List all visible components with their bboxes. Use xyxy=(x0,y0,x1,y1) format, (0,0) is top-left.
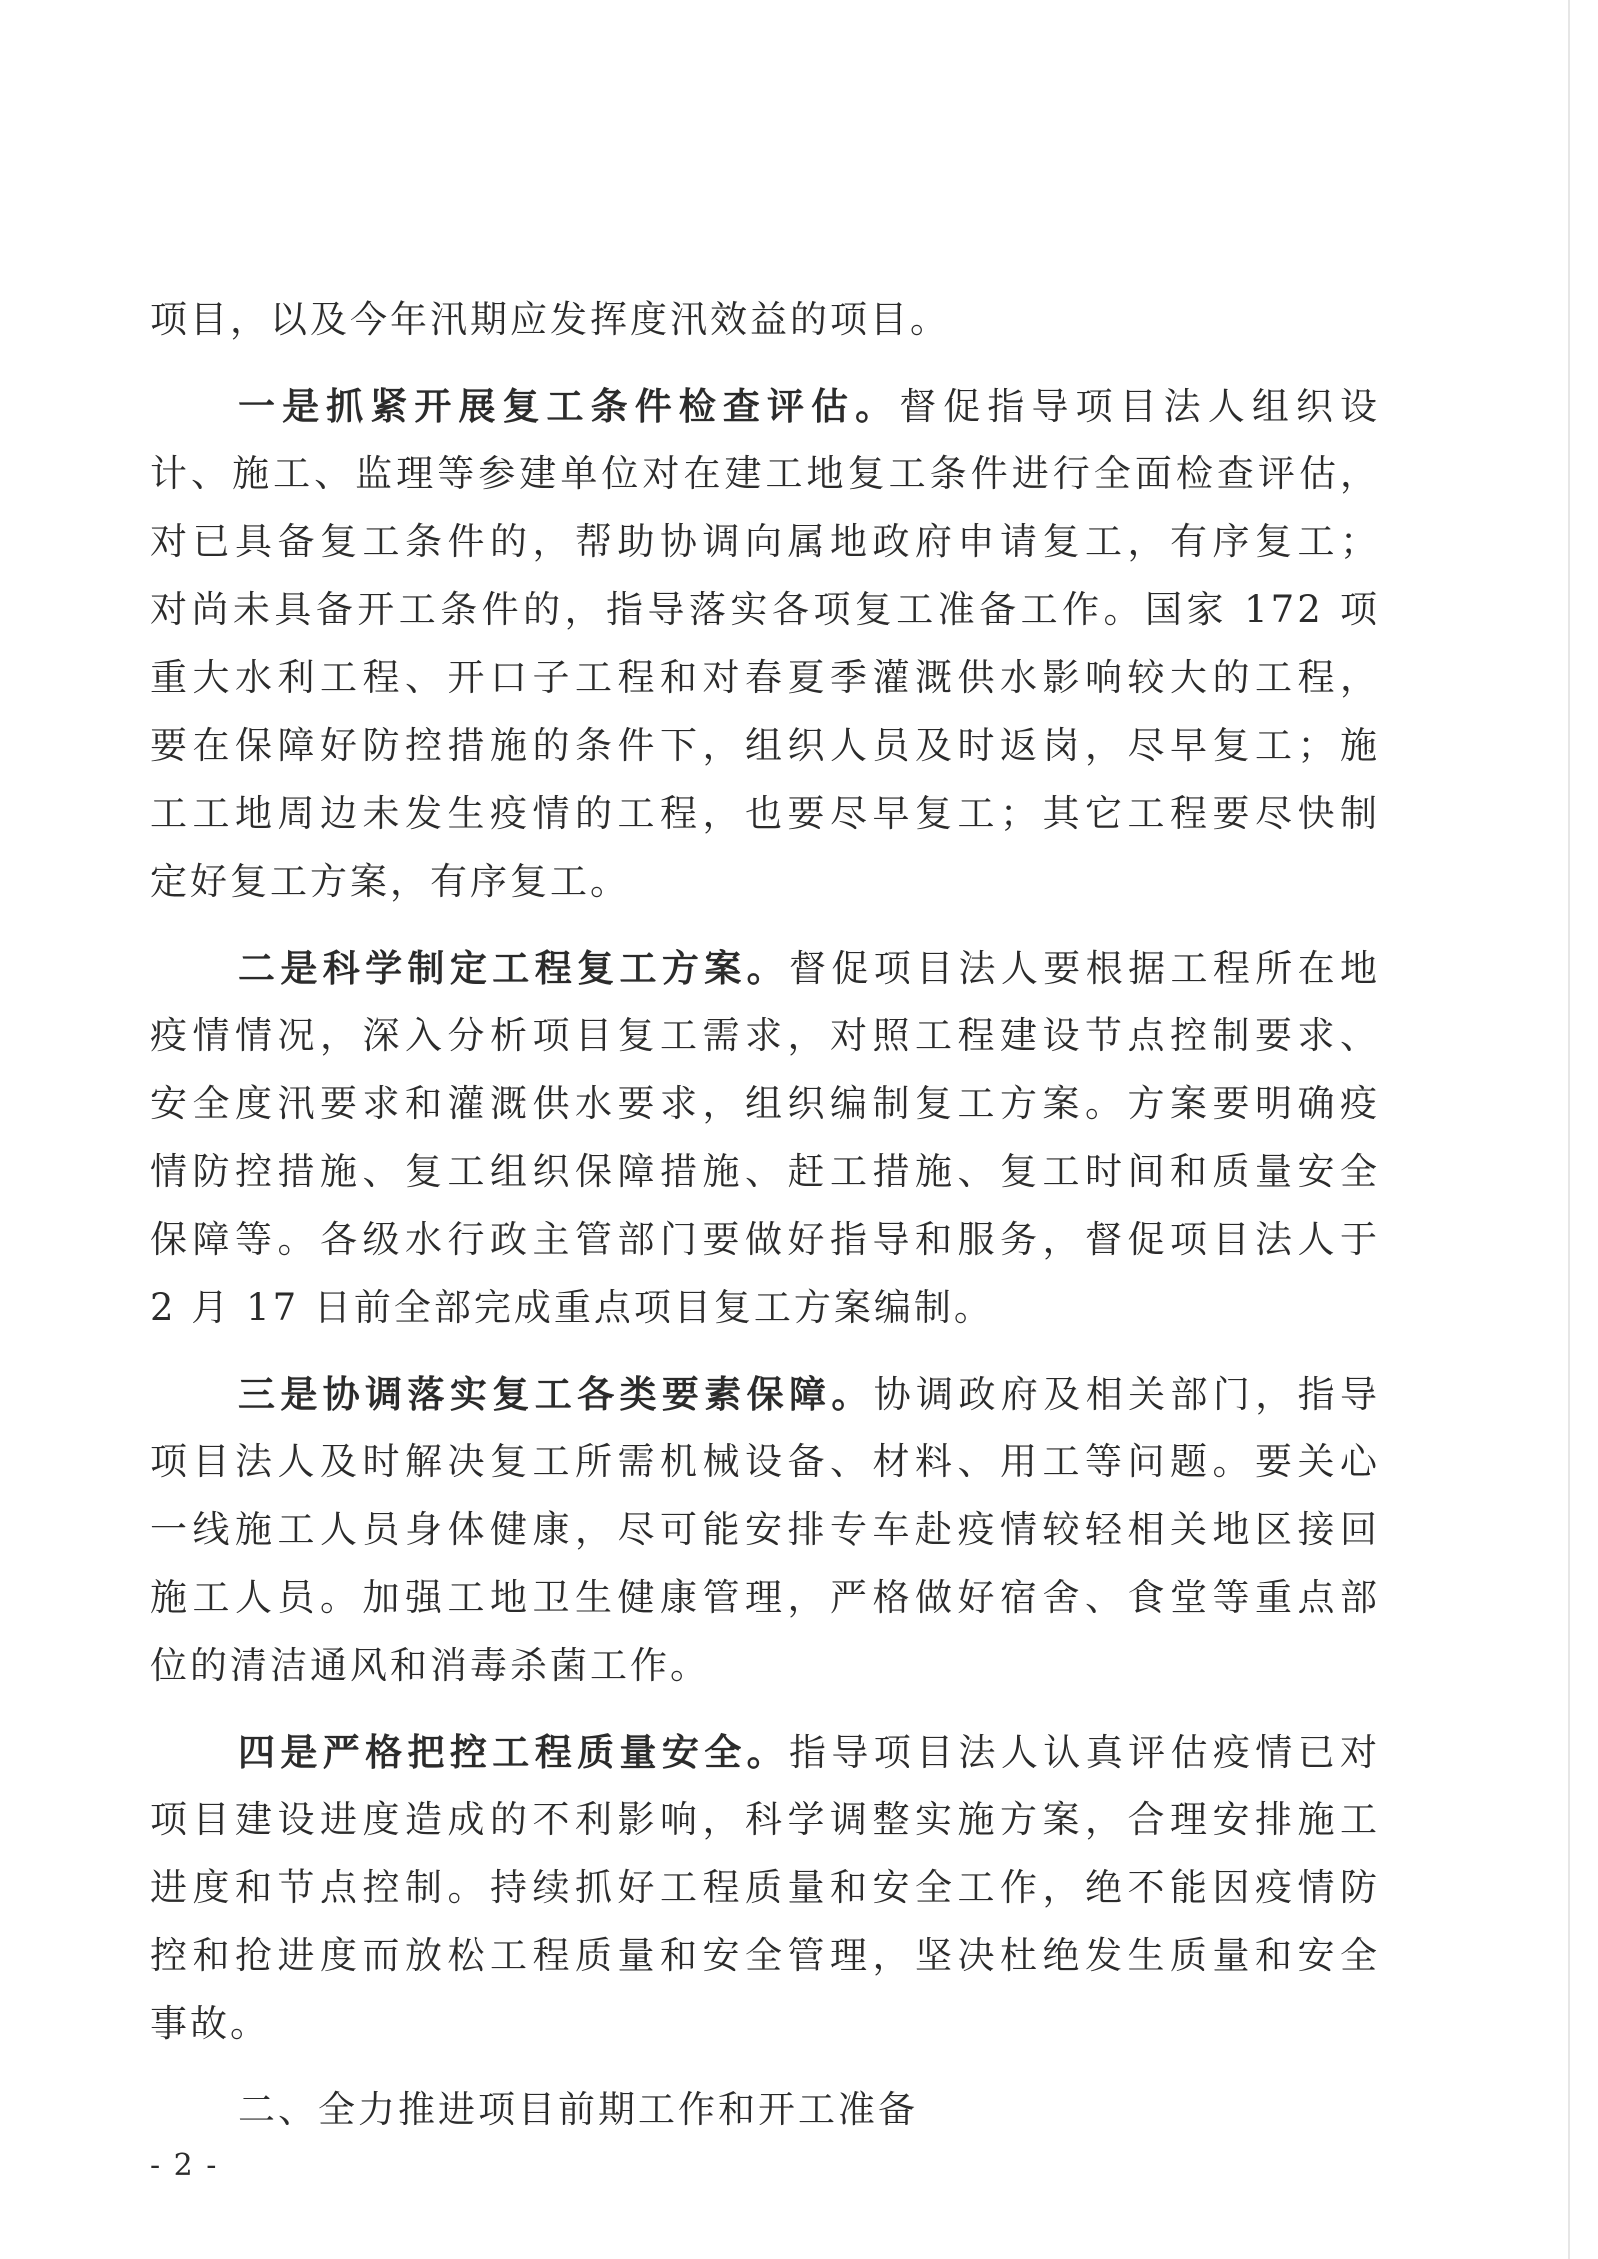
spacer xyxy=(150,2058,1380,2076)
paragraph-1-line: 工工地周边未发生疫情的工程，也要尽早复工；其它工程要尽快制 xyxy=(150,792,1380,835)
paragraph-4-first-line xyxy=(150,1718,1380,1786)
paragraph-4-last-line: 事故。 xyxy=(150,2002,270,2045)
spacer xyxy=(150,916,1380,934)
paragraph-4-line: 进度和节点控制。持续抓好工程质量和安全工作，绝不能因疫情防 xyxy=(150,1866,1380,1909)
paragraph-1-last-line: 定好复工方案，有序复工。 xyxy=(150,860,630,903)
paragraph-2-last-line: 2 月 17 日前全部完成重点项目复工方案编制。 xyxy=(150,1286,994,1329)
paragraph-2-lead: 二是科学制定工程复工方案。 xyxy=(238,946,789,990)
paragraph-2-line: 情防控措施、复工组织保障措施、赶工措施、复工时间和质量安全 xyxy=(150,1150,1380,1193)
paragraph-1-first-line xyxy=(150,372,1380,440)
paragraph-3-last-line: 位的清洁通风和消毒杀菌工作。 xyxy=(150,1644,710,1687)
intro-line: 项目，以及今年汛期应发挥度汛效益的项目。 xyxy=(150,298,950,341)
paragraph-1-line: 重大水利工程、开口子工程和对春夏季灌溉供水影响较大的工程， xyxy=(150,656,1380,699)
document-body xyxy=(150,286,1380,2144)
paragraph-2-line: 安全度汛要求和灌溉供水要求，组织编制复工方案。方案要明确疫 xyxy=(150,1082,1380,1125)
paragraph-1-line: 计、施工、监理等参建单位对在建工地复工条件进行全面检查评估， xyxy=(150,452,1380,495)
paragraph-4-line: 控和抢进度而放松工程质量和安全管理，坚决杜绝发生质量和安全 xyxy=(150,1934,1380,1977)
paragraph-1-first-line-text: 督促指导项目法人组织设 xyxy=(899,385,1381,428)
paragraph-3-line: 施工人员。加强工地卫生健康管理，严格做好宿舍、食堂等重点部 xyxy=(150,1576,1380,1619)
paragraph-1-line: 对已具备复工条件的，帮助协调向属地政府申请复工，有序复工； xyxy=(150,520,1380,563)
page-number: - 2 - xyxy=(150,2148,219,2183)
spacer xyxy=(150,1342,1380,1360)
section-heading: 二、全力推进项目前期工作和开工准备 xyxy=(238,2088,918,2131)
paragraph-1-lead: 一是抓紧开展复工条件检查评估。 xyxy=(238,384,900,428)
paragraph-2-line: 疫情情况，深入分析项目复工需求，对照工程建设节点控制要求、 xyxy=(150,1014,1380,1057)
paragraph-2-line: 保障等。各级水行政主管部门要做好指导和服务，督促项目法人于 xyxy=(150,1218,1380,1261)
paragraph-1-line: 要在保障好防控措施的条件下，组织人员及时返岗，尽早复工；施 xyxy=(150,724,1380,767)
paragraph-3-line: 一线施工人员身体健康，尽可能安排专车赴疫情较轻相关地区接回 xyxy=(150,1508,1380,1551)
spacer xyxy=(150,354,1380,372)
paragraph-1-line: 对尚未具备开工条件的，指导落实各项复工准备工作。国家 172 项 xyxy=(150,588,1380,631)
paragraph-3-line: 项目法人及时解决复工所需机械设备、材料、用工等问题。要关心 xyxy=(150,1440,1380,1483)
spacer xyxy=(150,1700,1380,1718)
page-edge-line xyxy=(1568,0,1570,2259)
paragraph-2-first-line-text: 督促项目法人要根据工程所在地 xyxy=(789,947,1380,990)
paragraph-2-first-line xyxy=(150,934,1380,1002)
paragraph-3-first-line xyxy=(150,1360,1380,1428)
paragraph-4-first-line-text: 指导项目法人认真评估疫情已对 xyxy=(789,1731,1380,1774)
paragraph-3-lead: 三是协调落实复工各类要素保障。 xyxy=(238,1372,874,1416)
paragraph-4-line: 项目建设进度造成的不利影响，科学调整实施方案，合理安排施工 xyxy=(150,1798,1380,1841)
paragraph-3-first-line-text: 协调政府及相关部门，指导 xyxy=(873,1373,1381,1416)
paragraph-4-lead: 四是严格把控工程质量安全。 xyxy=(238,1730,789,1774)
